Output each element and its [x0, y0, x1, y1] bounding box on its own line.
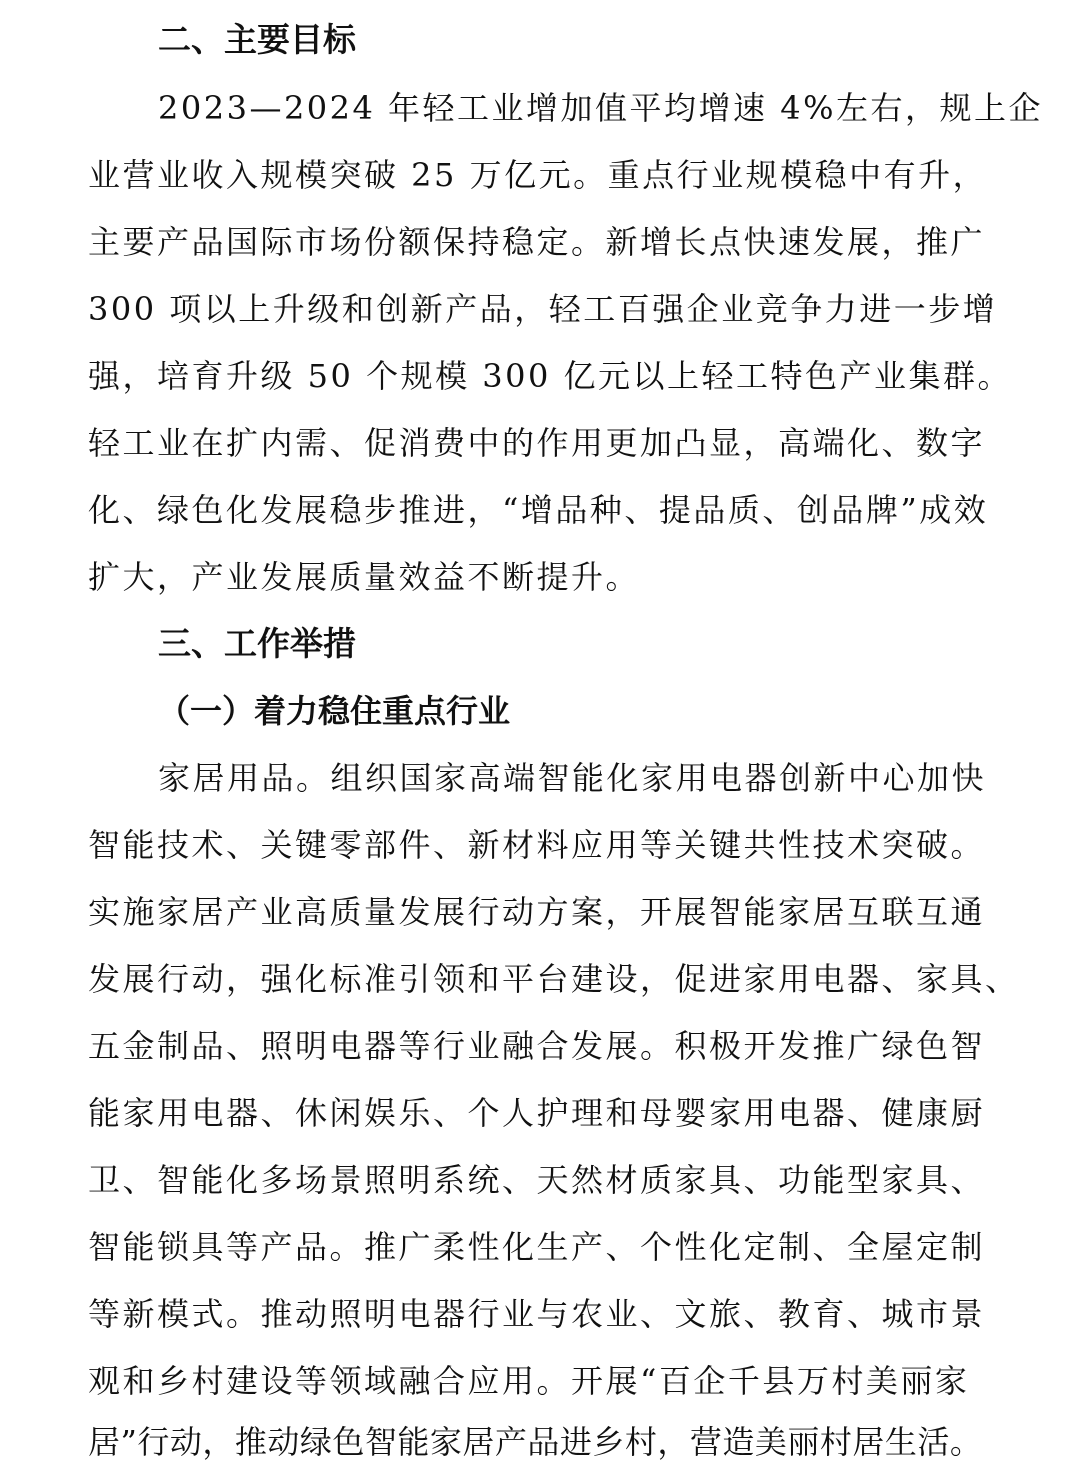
- paragraph-line: 主要产品国际市场份额保持稳定。新增长点快速发展，推广: [88, 223, 986, 261]
- paragraph-line: 实施家居产业高质量发展行动方案，开展智能家居互联互通: [88, 893, 986, 931]
- section-heading-main-goals: 二、主要目标: [158, 20, 356, 59]
- paragraph-line: 五金制品、照明电器等行业融合发展。积极开发推广绿色智: [88, 1027, 986, 1065]
- paragraph-line: 智能技术、关键零部件、新材料应用等关键共性技术突破。: [88, 826, 986, 864]
- paragraph-line: 等新模式。推动照明电器行业与农业、文旅、教育、城市景: [88, 1295, 986, 1333]
- paragraph-line: 化、绿色化发展稳步推进，“增品种、提品质、创品牌”成效: [88, 491, 989, 529]
- paragraph-line: 智能锁具等产品。推广柔性化生产、个性化定制、全屋定制: [88, 1228, 986, 1266]
- paragraph-line: 轻工业在扩内需、促消费中的作用更加凸显，高端化、数字: [88, 424, 986, 462]
- paragraph-line: 强，培育升级 50 个规模 300 亿元以上轻工特色产业集群。: [88, 357, 1012, 395]
- paragraph-line: 家居用品。组织国家高端智能化家用电器创新中心加快: [158, 759, 987, 797]
- paragraph-line: 扩大，产业发展质量效益不断提升。: [88, 558, 641, 596]
- paragraph-line: 居”行动，推动绿色智能家居产品进乡村，营造美丽村居生活。: [88, 1423, 983, 1461]
- section-heading-work-measures: 三、工作举措: [158, 624, 356, 663]
- paragraph-line: 卫、智能化多场景照明系统、天然材质家具、功能型家具、: [88, 1161, 986, 1199]
- paragraph-line: 300 项以上升级和创新产品，轻工百强企业竞争力进一步增: [88, 290, 998, 328]
- subsection-heading: （一）着力稳住重点行业: [158, 692, 511, 730]
- paragraph-line: 2023—2024 年轻工业增加值平均增速 4%左右，规上企: [158, 89, 1043, 127]
- paragraph-line: 能家用电器、休闲娱乐、个人护理和母婴家用电器、健康厨: [88, 1094, 986, 1132]
- paragraph-line: 业营业收入规模突破 25 万亿元。重点行业规模稳中有升，: [88, 156, 988, 194]
- paragraph-line: 发展行动，强化标准引领和平台建设，促进家用电器、家具、: [88, 960, 1020, 998]
- paragraph-line: 观和乡村建设等领域融合应用。开展“百企千县万村美丽家: [88, 1362, 970, 1400]
